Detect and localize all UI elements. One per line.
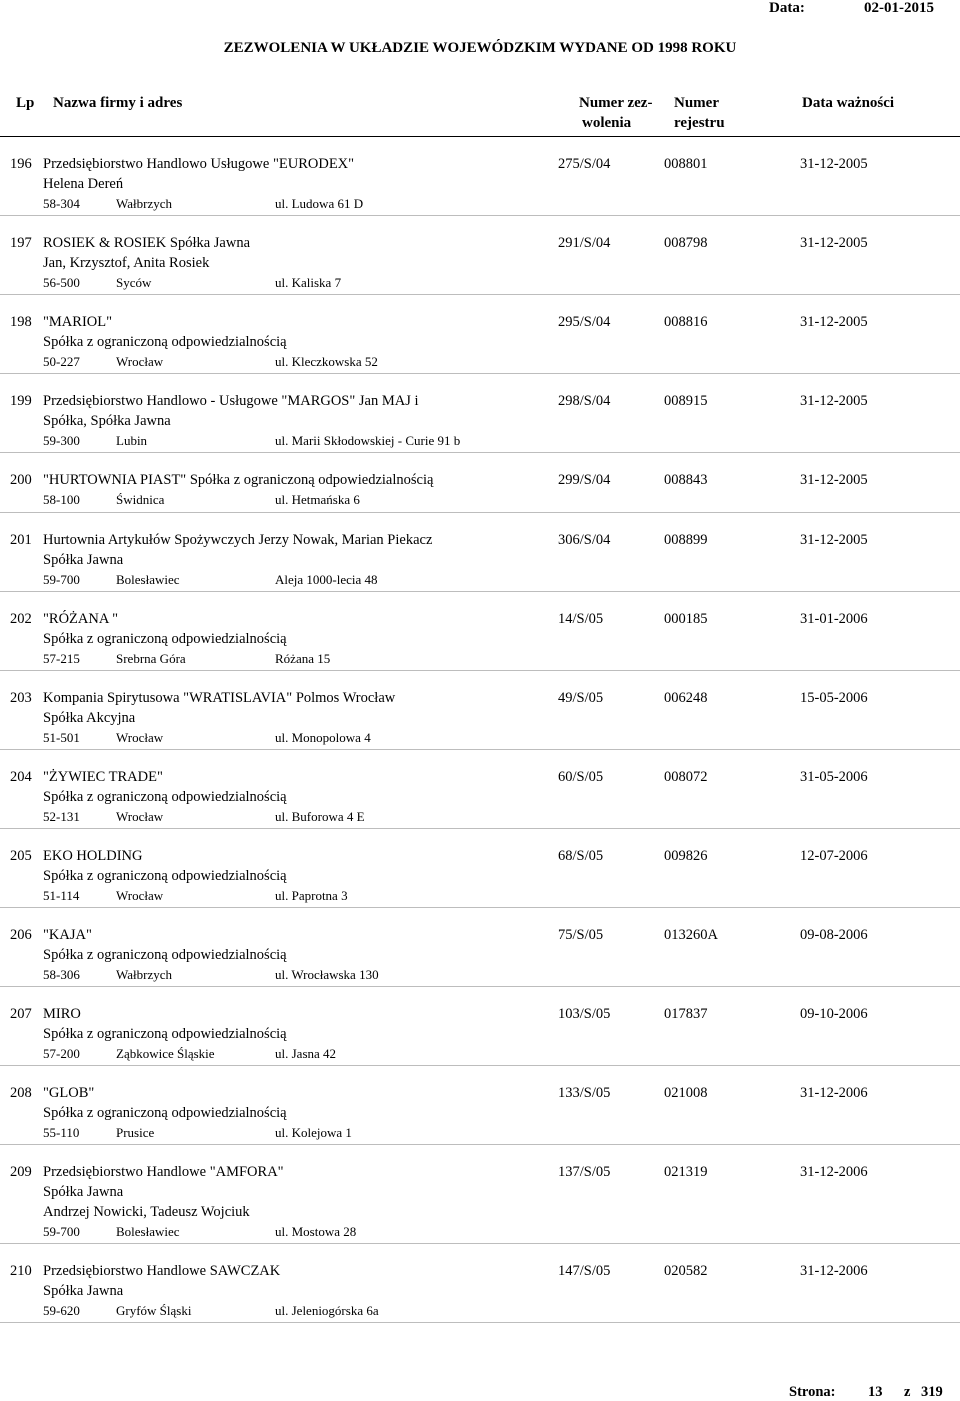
street: ul. Ludowa 61 D: [275, 196, 364, 211]
company-name-line: Spółka z ograniczoną odpowiedzialnością: [43, 1105, 287, 1121]
street: ul. Monopolowa 4: [275, 730, 371, 745]
column-header-name: Nazwa firmy i adres: [53, 95, 183, 111]
city: Bolesławiec: [116, 572, 180, 587]
company-name-line: Spółka Jawna: [43, 1184, 124, 1200]
page-label: Strona:: [789, 1384, 836, 1400]
street: ul. Buforowa 4 E: [275, 809, 365, 824]
company-name: [43, 233, 250, 273]
postal-code: 56-500: [43, 275, 80, 290]
column-header-register-line2: rejestru: [674, 115, 725, 131]
postal-code: 51-501: [43, 730, 80, 745]
company-name-line: "RÓŻANA ": [43, 611, 119, 627]
postal-code: 59-700: [43, 1224, 80, 1239]
street: ul. Jeleniogórska 6a: [275, 1303, 379, 1318]
row-lp: 200: [10, 472, 32, 488]
row-lp: 206: [10, 927, 32, 943]
company-name: [43, 312, 287, 352]
register-number: 008798: [664, 235, 708, 251]
company-name-line: Spółka Jawna: [43, 552, 124, 568]
street: Aleja 1000-lecia 48: [275, 572, 378, 587]
street: ul. Kleczkowska 52: [275, 354, 378, 369]
register-number: 021008: [664, 1085, 708, 1101]
register-number: 008801: [664, 156, 708, 172]
company-name: [43, 688, 395, 728]
column-header-register-line1: Numer: [674, 95, 719, 111]
validity-date: 31-12-2005: [800, 393, 868, 409]
company-name: [43, 391, 419, 431]
postal-code: 51-114: [43, 888, 80, 903]
row-lp: 199: [10, 393, 32, 409]
table-row: [0, 671, 960, 750]
street: ul. Mostowa 28: [275, 1224, 357, 1239]
permit-number: 75/S/05: [558, 927, 604, 943]
row-lp: 205: [10, 848, 32, 864]
validity-date: 31-12-2005: [800, 532, 868, 548]
city: Wrocław: [116, 809, 164, 824]
company-name: [43, 1162, 284, 1222]
company-name-line: Jan, Krzysztof, Anita Rosiek: [43, 255, 210, 271]
company-name-line: "MARIOL": [43, 314, 113, 330]
row-lp: 207: [10, 1006, 32, 1022]
register-number: 006248: [664, 690, 708, 706]
city: Prusice: [116, 1125, 155, 1140]
street: Różana 15: [275, 651, 331, 666]
table-row: [0, 137, 960, 216]
table-row: [0, 592, 960, 671]
register-number: 021319: [664, 1164, 708, 1180]
company-name-line: Spółka Jawna: [43, 1283, 124, 1299]
company-name-line: "ŻYWIEC TRADE": [43, 769, 163, 785]
city: Wałbrzych: [116, 967, 172, 982]
permit-number: 133/S/05: [558, 1085, 611, 1101]
register-number: 020582: [664, 1263, 708, 1279]
postal-code: 59-620: [43, 1303, 80, 1318]
row-lp: 202: [10, 611, 32, 627]
city: Wrocław: [116, 888, 164, 903]
permit-number: 137/S/05: [558, 1164, 611, 1180]
company-name-line: "HURTOWNIA PIAST" Spółka z ograniczoną odpowiedzialnością: [43, 472, 434, 488]
permit-number: 103/S/05: [558, 1006, 611, 1022]
validity-date: 31-12-2006: [800, 1164, 868, 1180]
row-divider: [0, 1322, 960, 1323]
company-name-line: Przedsiębiorstwo Handlowo Usługowe "EURODEX": [43, 156, 355, 172]
permit-number: 306/S/04: [558, 532, 611, 548]
company-name-line: ROSIEK & ROSIEK Spółka Jawna: [43, 235, 251, 251]
column-header-permit-line2: wolenia: [582, 115, 632, 131]
column-header-validity: Data ważności: [802, 95, 895, 111]
company-name-line: Helena Dereń: [43, 176, 124, 192]
company-name: [43, 530, 432, 570]
row-lp: 209: [10, 1164, 32, 1180]
company-name-line: Hurtownia Artykułów Spożywczych Jerzy Nowak, Marian Piekacz: [43, 532, 433, 548]
street: ul. Kaliska 7: [275, 275, 342, 290]
register-number: 013260A: [664, 927, 718, 943]
company-name: [43, 1004, 287, 1044]
validity-date: 31-01-2006: [800, 611, 868, 627]
register-number: 008915: [664, 393, 708, 409]
company-name-line: Spółka z ograniczoną odpowiedzialnością: [43, 947, 287, 963]
postal-code: 59-700: [43, 572, 80, 587]
company-name-line: "GLOB": [43, 1085, 95, 1101]
validity-date: 12-07-2006: [800, 848, 868, 864]
table-row: [0, 829, 960, 908]
page-separator: z: [904, 1384, 911, 1400]
city: Świdnica: [116, 492, 165, 507]
company-name-line: Przedsiębiorstwo Handlowe "AMFORA": [43, 1164, 284, 1180]
city: Srebrna Góra: [116, 651, 186, 666]
permit-number: 60/S/05: [558, 769, 604, 785]
city: Lubin: [116, 433, 148, 448]
company-name-line: "KAJA": [43, 927, 92, 943]
register-number: 000185: [664, 611, 708, 627]
table-row: [0, 1066, 960, 1145]
company-name-line: Spółka z ograniczoną odpowiedzialnością: [43, 1026, 287, 1042]
permit-number: 291/S/04: [558, 235, 611, 251]
validity-date: 15-05-2006: [800, 690, 868, 706]
table-row: [0, 750, 960, 829]
validity-date: 31-12-2005: [800, 314, 868, 330]
column-header-lp: Lp: [16, 95, 35, 111]
permit-number: 299/S/04: [558, 472, 611, 488]
city: Ząbkowice Śląskie: [116, 1046, 215, 1061]
register-number: 008899: [664, 532, 708, 548]
validity-date: 31-12-2006: [800, 1263, 868, 1279]
row-lp: 198: [10, 314, 32, 330]
table-row: [0, 908, 960, 987]
city: Wrocław: [116, 730, 164, 745]
validity-date: 31-12-2005: [800, 472, 868, 488]
date-value: 02-01-2015: [864, 0, 934, 16]
company-name-line: Spółka z ograniczoną odpowiedzialnością: [43, 868, 287, 884]
company-name: [43, 470, 433, 490]
permit-number: 275/S/04: [558, 156, 611, 172]
street: ul. Jasna 42: [275, 1046, 337, 1061]
validity-date: 31-12-2005: [800, 235, 868, 251]
row-lp: 201: [10, 532, 32, 548]
register-number: 008843: [664, 472, 708, 488]
page-current: 13: [868, 1384, 883, 1400]
table-row: [0, 1244, 960, 1323]
table-row: [0, 453, 960, 513]
city: Wrocław: [116, 354, 164, 369]
company-name-line: Spółka Akcyjna: [43, 710, 136, 726]
company-name: [43, 154, 354, 194]
row-lp: 203: [10, 690, 32, 706]
city: Wałbrzych: [116, 196, 172, 211]
validity-date: 31-12-2005: [800, 156, 868, 172]
table-row: [0, 987, 960, 1066]
register-number: 017837: [664, 1006, 708, 1022]
company-name: [43, 767, 287, 807]
column-header-register: [674, 93, 725, 133]
table-row: [0, 216, 960, 295]
company-name-line: Spółka z ograniczoną odpowiedzialnością: [43, 334, 287, 350]
street: ul. Hetmańska 6: [275, 492, 360, 507]
postal-code: 50-227: [43, 354, 80, 369]
company-name-line: EKO HOLDING: [43, 848, 143, 864]
company-name-line: Kompania Spirytusowa "WRATISLAVIA" Polmos Wrocław: [43, 690, 396, 706]
city: Bolesławiec: [116, 1224, 180, 1239]
company-name: [43, 1261, 280, 1301]
postal-code: 57-215: [43, 651, 80, 666]
column-header-permit: [579, 93, 652, 133]
row-lp: 196: [10, 156, 32, 172]
postal-code: 59-300: [43, 433, 80, 448]
permit-number: 295/S/04: [558, 314, 611, 330]
row-lp: 197: [10, 235, 32, 251]
postal-code: 55-110: [43, 1125, 80, 1140]
permit-number: 147/S/05: [558, 1263, 611, 1279]
company-name-line: Przedsiębiorstwo Handlowe SAWCZAK: [43, 1263, 281, 1279]
register-number: 008072: [664, 769, 708, 785]
row-lp: 208: [10, 1085, 32, 1101]
company-name-line: Andrzej Nowicki, Tadeusz Wojciuk: [43, 1204, 250, 1220]
street: ul. Kolejowa 1: [275, 1125, 352, 1140]
row-lp: 210: [10, 1263, 32, 1279]
street: ul. Marii Skłodowskiej - Curie 91 b: [275, 433, 461, 448]
validity-date: 09-10-2006: [800, 1006, 868, 1022]
company-name: [43, 925, 287, 965]
postal-code: 58-100: [43, 492, 80, 507]
table-row: [0, 1145, 960, 1244]
city: Gryfów Śląski: [116, 1303, 192, 1318]
company-name-line: Spółka z ograniczoną odpowiedzialnością: [43, 789, 287, 805]
validity-date: 31-05-2006: [800, 769, 868, 785]
permit-number: 68/S/05: [558, 848, 604, 864]
company-name: [43, 1083, 287, 1123]
company-name-line: Spółka z ograniczoną odpowiedzialnością: [43, 631, 287, 647]
street: ul. Paprotna 3: [275, 888, 348, 903]
register-number: 009826: [664, 848, 708, 864]
table-row: [0, 295, 960, 374]
street: ul. Wrocławska 130: [275, 967, 379, 982]
company-name-line: Spółka, Spółka Jawna: [43, 413, 171, 429]
permit-number: 298/S/04: [558, 393, 611, 409]
city: Syców: [116, 275, 152, 290]
page-title: ZEZWOLENIA W UKŁADZIE WOJEWÓDZKIM WYDANE OD 1998 ROKU: [223, 40, 737, 56]
company-name-line: MIRO: [43, 1006, 81, 1022]
column-header-permit-line1: Numer zez-: [579, 95, 653, 111]
validity-date: 31-12-2006: [800, 1085, 868, 1101]
register-number: 008816: [664, 314, 708, 330]
postal-code: 58-306: [43, 967, 80, 982]
postal-code: 57-200: [43, 1046, 80, 1061]
company-name: [43, 609, 287, 649]
postal-code: 58-304: [43, 196, 80, 211]
validity-date: 09-08-2006: [800, 927, 868, 943]
table-row: [0, 374, 960, 453]
permit-number: 14/S/05: [558, 611, 604, 627]
row-lp: 204: [10, 769, 32, 785]
company-name-line: Przedsiębiorstwo Handlowo - Usługowe "MARGOS" Jan MAJ i: [43, 393, 419, 409]
permit-number: 49/S/05: [558, 690, 604, 706]
page-total: 319: [921, 1384, 943, 1400]
company-name: [43, 846, 287, 886]
date-label: Data:: [769, 0, 805, 16]
postal-code: 52-131: [43, 809, 80, 824]
table-row: [0, 513, 960, 592]
